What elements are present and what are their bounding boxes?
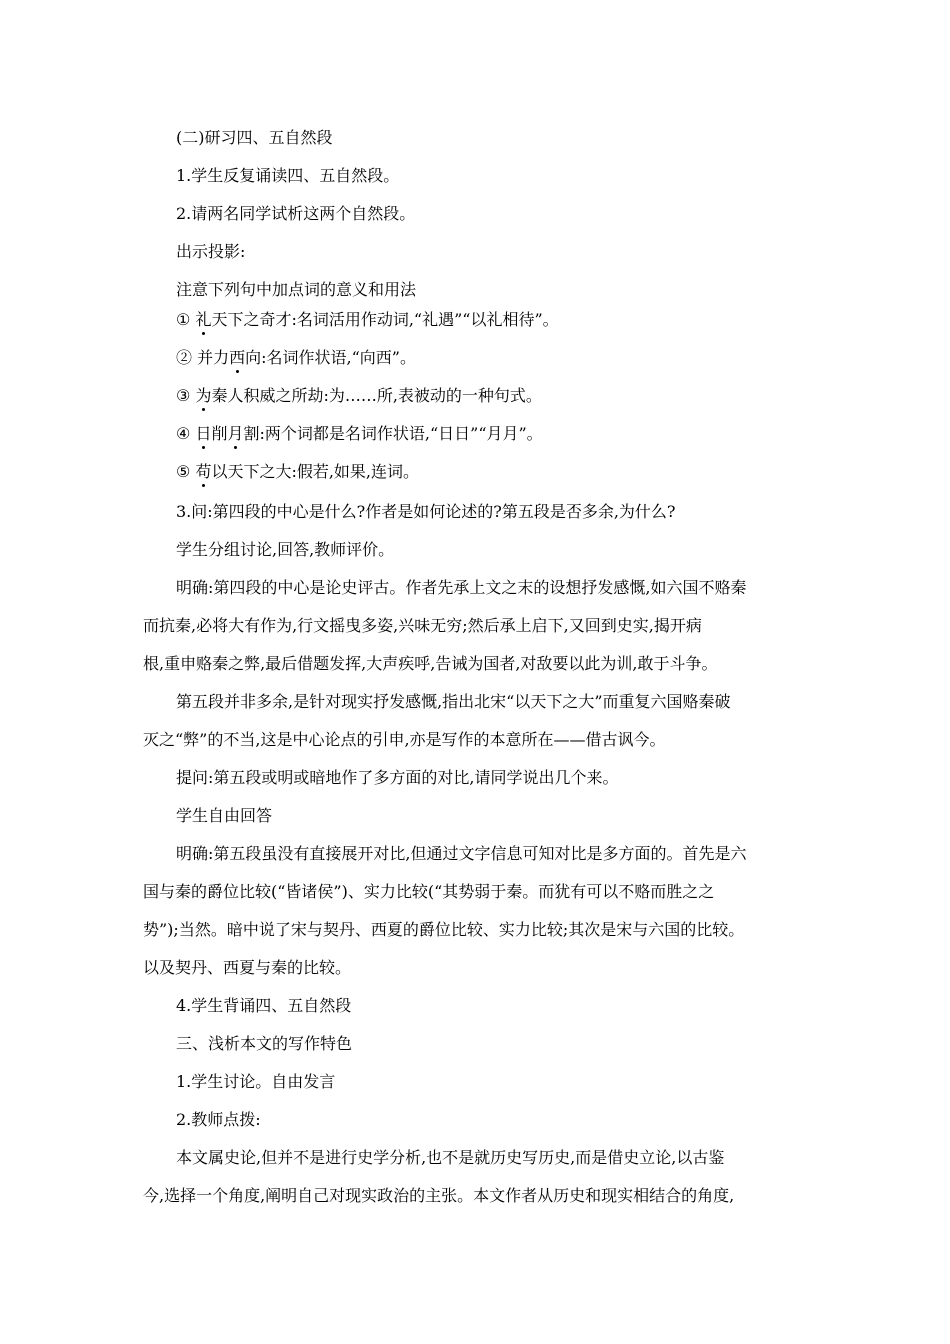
- item-prefix: ② 并力: [176, 348, 230, 367]
- free-answer-note: 学生自由回答: [176, 806, 273, 825]
- example-item-4: [176, 424, 543, 444]
- step-1: 1.学生反复诵读四、五自然段。: [176, 166, 400, 185]
- note-heading: 注意下列句中加点词的意义和用法: [176, 280, 417, 299]
- answer-para-3-line-3: 势”);当然。暗中说了宋与契丹、西夏的爵位比较、实力比较;其次是宋与六国的比较。: [143, 920, 745, 939]
- analysis-para-line-1: 本文属史论,但并不是进行史学分析,也不是就历史写历史,而是借史立论,以古鉴: [176, 1148, 725, 1167]
- item-prefix: ①: [176, 310, 196, 329]
- answer-para-1-line-1: 明确:第四段的中心是论史评古。作者先承上文之末的设想抒发感慨,如六国不赂秦: [176, 578, 747, 597]
- dotted-word: 礼: [195, 310, 212, 329]
- item-text: 秦人积威之所劫:为……所,表被动的一种句式。: [211, 386, 542, 405]
- item-prefix: ③: [176, 386, 196, 405]
- dotted-word: 为: [195, 386, 212, 405]
- example-item-1: [176, 310, 559, 330]
- answer-para-2-line-1: 第五段并非多余,是针对现实抒发感慨,指出北宋“以天下之大”而重复六国赂秦破: [176, 692, 731, 711]
- dotted-word: 苟: [195, 462, 212, 481]
- answer-para-2-line-2: 灭之“弊”的不当,这是中心论点的引申,亦是写作的本意所在——借古讽今。: [143, 730, 666, 749]
- analysis-para-line-2: 今,选择一个角度,阐明自己对现实政治的主张。本文作者从历史和现实相结合的角度,: [143, 1186, 735, 1205]
- step-2: 2.请两名同学试析这两个自然段。: [176, 204, 416, 223]
- example-item-3: [176, 386, 542, 406]
- section-three-step-1: 1.学生讨论。自由发言: [176, 1072, 336, 1091]
- answer-para-3-line-2: 国与秦的爵位比较(“皆诸侯”)、实力比较(“其势弱于秦。而犹有可以不赂而胜之之: [143, 882, 715, 901]
- section-three-step-2: 2.教师点拨:: [176, 1110, 261, 1129]
- item-prefix: ⑤: [176, 462, 196, 481]
- item-text: 以天下之大:假若,如果,连词。: [211, 462, 420, 481]
- item-prefix: ④: [176, 424, 196, 443]
- dotted-word: 日: [195, 424, 212, 443]
- section-three-heading: 三、浅析本文的写作特色: [176, 1034, 353, 1053]
- dotted-word: 月: [227, 424, 244, 443]
- discussion-note: 学生分组讨论,回答,教师评价。: [176, 540, 395, 559]
- projection-label: 出示投影:: [176, 242, 246, 261]
- question-3: 3.问:第四段的中心是什么?作者是如何论述的?第五段是否多余,为什么?: [176, 502, 676, 521]
- answer-para-3-line-1: 明确:第五段虽没有直接展开对比,但通过文字信息可知对比是多方面的。首先是六: [176, 844, 747, 863]
- answer-para-1-line-3: 根,重申赂秦之弊,最后借题发挥,大声疾呼,告诫为国者,对敌要以此为训,敢于斗争。: [143, 654, 718, 673]
- item-text: 割:两个词都是名词作状语,“日日”“月月”。: [243, 424, 543, 443]
- dotted-word: 西: [229, 348, 246, 367]
- item-text: 向:名词作状语,“向西”。: [245, 348, 416, 367]
- question-contrast: 提问:第五段或明或暗地作了多方面的对比,请同学说出几个来。: [176, 768, 619, 787]
- example-item-5: [176, 462, 419, 482]
- answer-para-1-line-2: 而抗秦,必将大有作为,行文摇曳多姿,兴味无穷;然后承上启下,又回到史实,揭开病: [143, 616, 702, 635]
- section-heading: (二)研习四、五自然段: [176, 128, 333, 147]
- answer-para-3-line-4: 以及契丹、西夏与秦的比较。: [143, 958, 352, 977]
- step-4: 4.学生背诵四、五自然段: [176, 996, 352, 1015]
- example-item-2: [176, 348, 416, 368]
- item-text: 削: [211, 424, 228, 443]
- item-text: 天下之奇才:名词活用作动词,“礼遇”“以礼相待”。: [211, 310, 559, 329]
